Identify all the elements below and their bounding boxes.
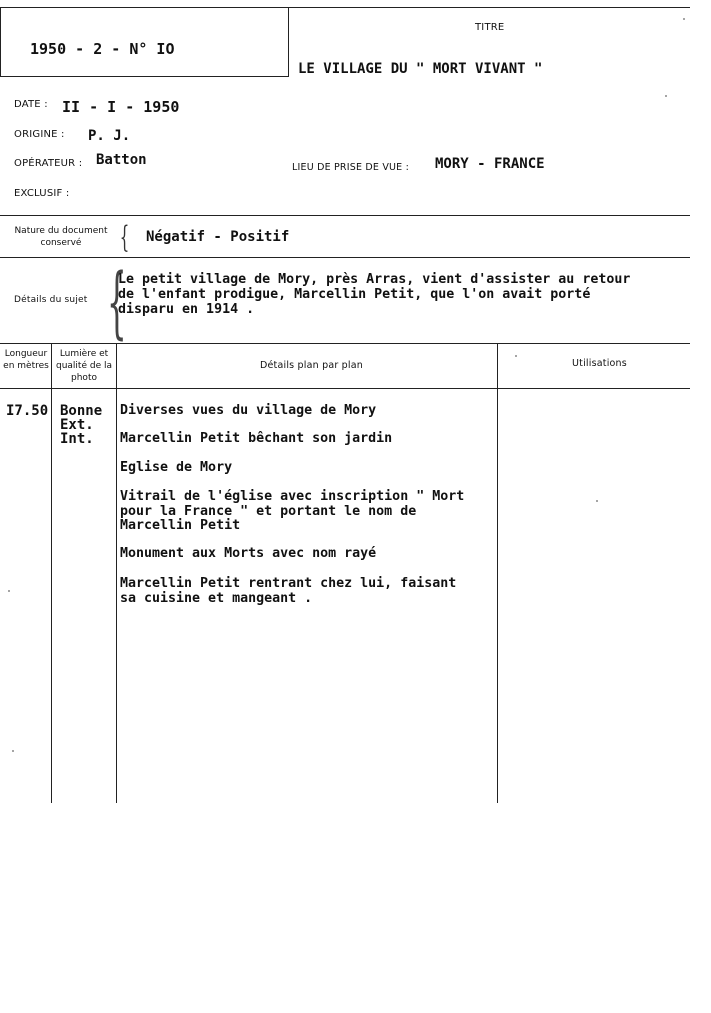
lumiere-item: Bonne <box>60 403 103 419</box>
exclusif-label: EXCLUSIF : <box>14 188 70 199</box>
sujet-line: Le petit village de Mory, près Arras, vient d'assister au retour <box>118 272 631 287</box>
scan-speck <box>683 18 685 20</box>
reference-number: 1950 - 2 - N° IO <box>30 40 175 58</box>
plan-line: Marcellin Petit bêchant son jardin <box>120 431 393 446</box>
longueur-value: I7.50 <box>6 403 49 419</box>
plan-line: Diverses vues du village de Mory <box>120 403 377 418</box>
plan-line: sa cuisine et mangeant . <box>120 591 313 606</box>
lieu-label: LIEU DE PRISE DE VUE : <box>292 162 410 173</box>
header-longueur: Longueur en mètres <box>3 349 49 371</box>
nature-brace: { <box>119 220 130 255</box>
document-title: LE VILLAGE DU " MORT VIVANT " <box>298 61 543 77</box>
header-divider <box>288 7 289 77</box>
plan-line: Marcellin Petit rentrant chez lui, faisant <box>120 576 457 591</box>
operateur-value: Batton <box>96 152 147 168</box>
plan-line: pour la France " et portant le nom de <box>120 504 417 519</box>
scan-speck <box>8 590 10 592</box>
lumiere-item: Int. <box>60 431 94 447</box>
nature-label: Nature du document conservé <box>14 226 108 248</box>
date-label: DATE : <box>14 99 48 110</box>
sujet-brace: { <box>106 258 127 348</box>
origine-label: ORIGINE : <box>14 129 65 140</box>
header-top-rule <box>0 7 690 8</box>
header-utilisations: Utilisations <box>572 358 627 369</box>
scan-speck <box>665 95 667 97</box>
lieu-value: MORY - FRANCE <box>435 156 545 172</box>
col-divider-1 <box>51 343 52 803</box>
origine-value: P. J. <box>88 128 131 144</box>
plan-line: Vitrail de l'église avec inscription " Mort <box>120 489 465 504</box>
table-header-rule <box>0 388 690 389</box>
header-left-bottom-rule <box>0 76 288 77</box>
sujet-line: de l'enfant prodigue, Marcellin Petit, que l'on avait porté <box>118 287 591 302</box>
operateur-label: OPÉRATEUR : <box>14 158 83 169</box>
sujet-line: disparu en 1914 . <box>118 302 255 317</box>
header-lumiere: Lumière et qualité de la photo <box>56 349 112 383</box>
nature-top-rule <box>0 215 690 216</box>
scan-speck <box>515 355 517 357</box>
nature-value: Négatif - Positif <box>146 229 290 245</box>
scan-speck <box>596 500 598 502</box>
header-left-edge <box>0 7 1 77</box>
plan-line: Monument aux Morts avec nom rayé <box>120 546 377 561</box>
scan-speck <box>12 750 14 752</box>
sujet-top-rule <box>0 257 690 258</box>
sujet-label: Détails du sujet <box>14 295 88 305</box>
title-label: TITRE <box>475 22 505 33</box>
col-divider-3 <box>497 343 498 803</box>
header-details: Détails plan par plan <box>260 360 363 371</box>
plan-line: Eglise de Mory <box>120 460 233 475</box>
lumiere-item: Ext. <box>60 417 94 433</box>
date-value: II - I - 1950 <box>62 98 180 116</box>
col-divider-2 <box>116 343 117 803</box>
plan-line: Marcellin Petit <box>120 518 241 533</box>
table-top-rule <box>0 343 690 344</box>
